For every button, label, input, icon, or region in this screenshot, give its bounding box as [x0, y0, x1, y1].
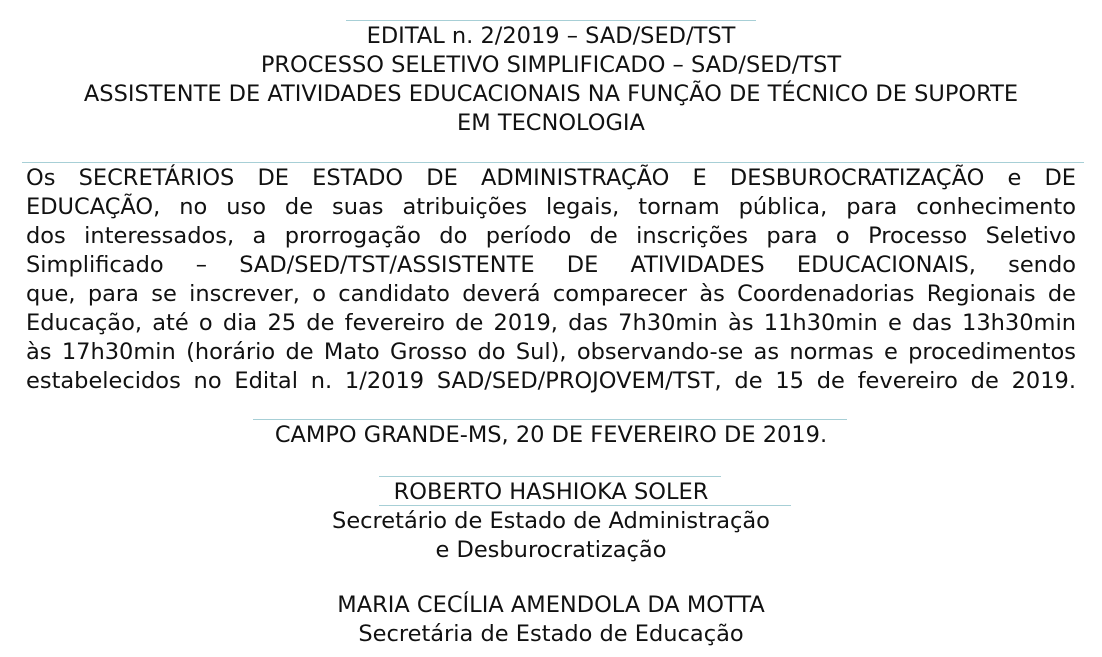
- body-line-7: às 17h30min (horário de Mato Grosso do Sul), observando-se as normas e procedimentos: [26, 339, 1076, 365]
- body-line-2: EDUCAÇÃO, no uso de suas atribuições legais, tornam pública, para conhecimento: [26, 194, 1076, 220]
- header-rule: [346, 20, 756, 21]
- body-line-4: Simplificado – SAD/SED/TST/ASSISTENTE DE ATIVIDADES EDUCACIONAIS, sendo: [26, 252, 1076, 278]
- body-line-5: que, para se inscrever, o candidato deverá comparecer às Coordenadorias Regionais de: [26, 281, 1076, 307]
- funcao-title-line1: ASSISTENTE DE ATIVIDADES EDUCACIONAIS NA FUNÇÃO DE TÉCNICO DE SUPORTE: [83, 81, 1019, 107]
- signature-1-rule-bottom: [379, 505, 791, 506]
- signature-2-name: MARIA CECÍLIA AMENDOLA DA MOTTA: [337, 592, 765, 618]
- body-line-6: Educação, até o dia 25 de fevereiro de 2019, das 7h30min às 11h30min e das 13h30min: [26, 310, 1076, 336]
- signature-1-role-line2: e Desburocratização: [435, 537, 667, 563]
- body-paragraph: [26, 164, 1076, 396]
- body-line-3: dos interessados, a prorrogação do período de inscrições para o Processo Seletivo: [26, 223, 1076, 249]
- date-block: [0, 421, 1102, 450]
- document-header: [0, 22, 1102, 138]
- signature-1: [0, 478, 1102, 565]
- edital-title: EDITAL n. 2/2019 – SAD/SED/TST: [366, 23, 736, 49]
- body-line-1: Os SECRETÁRIOS DE ESTADO DE ADMINISTRAÇÃO E DESBUROCRATIZAÇÃO e DE: [26, 165, 1076, 191]
- body-rule: [22, 162, 1084, 163]
- signature-2: [0, 591, 1102, 649]
- signature-2-role-line1: Secretária de Estado de Educação: [358, 621, 744, 647]
- processo-title: PROCESSO SELETIVO SIMPLIFICADO – SAD/SED/TST: [260, 52, 842, 78]
- signature-1-rule-top: [379, 476, 721, 477]
- signature-1-name: ROBERTO HASHIOKA SOLER: [393, 479, 709, 505]
- body-line-8: estabelecidos no Edital n. 1/2019 SAD/SED/PROJOVEM/TST, de 15 de fevereiro de 2019.: [26, 368, 1076, 394]
- date-line: CAMPO GRANDE-MS, 20 DE FEVEREIRO DE 2019.: [274, 422, 828, 448]
- date-rule: [253, 419, 847, 420]
- signature-1-role-line1: Secretário de Estado de Administração: [332, 508, 770, 534]
- funcao-title-line2: EM TECNOLOGIA: [457, 110, 645, 136]
